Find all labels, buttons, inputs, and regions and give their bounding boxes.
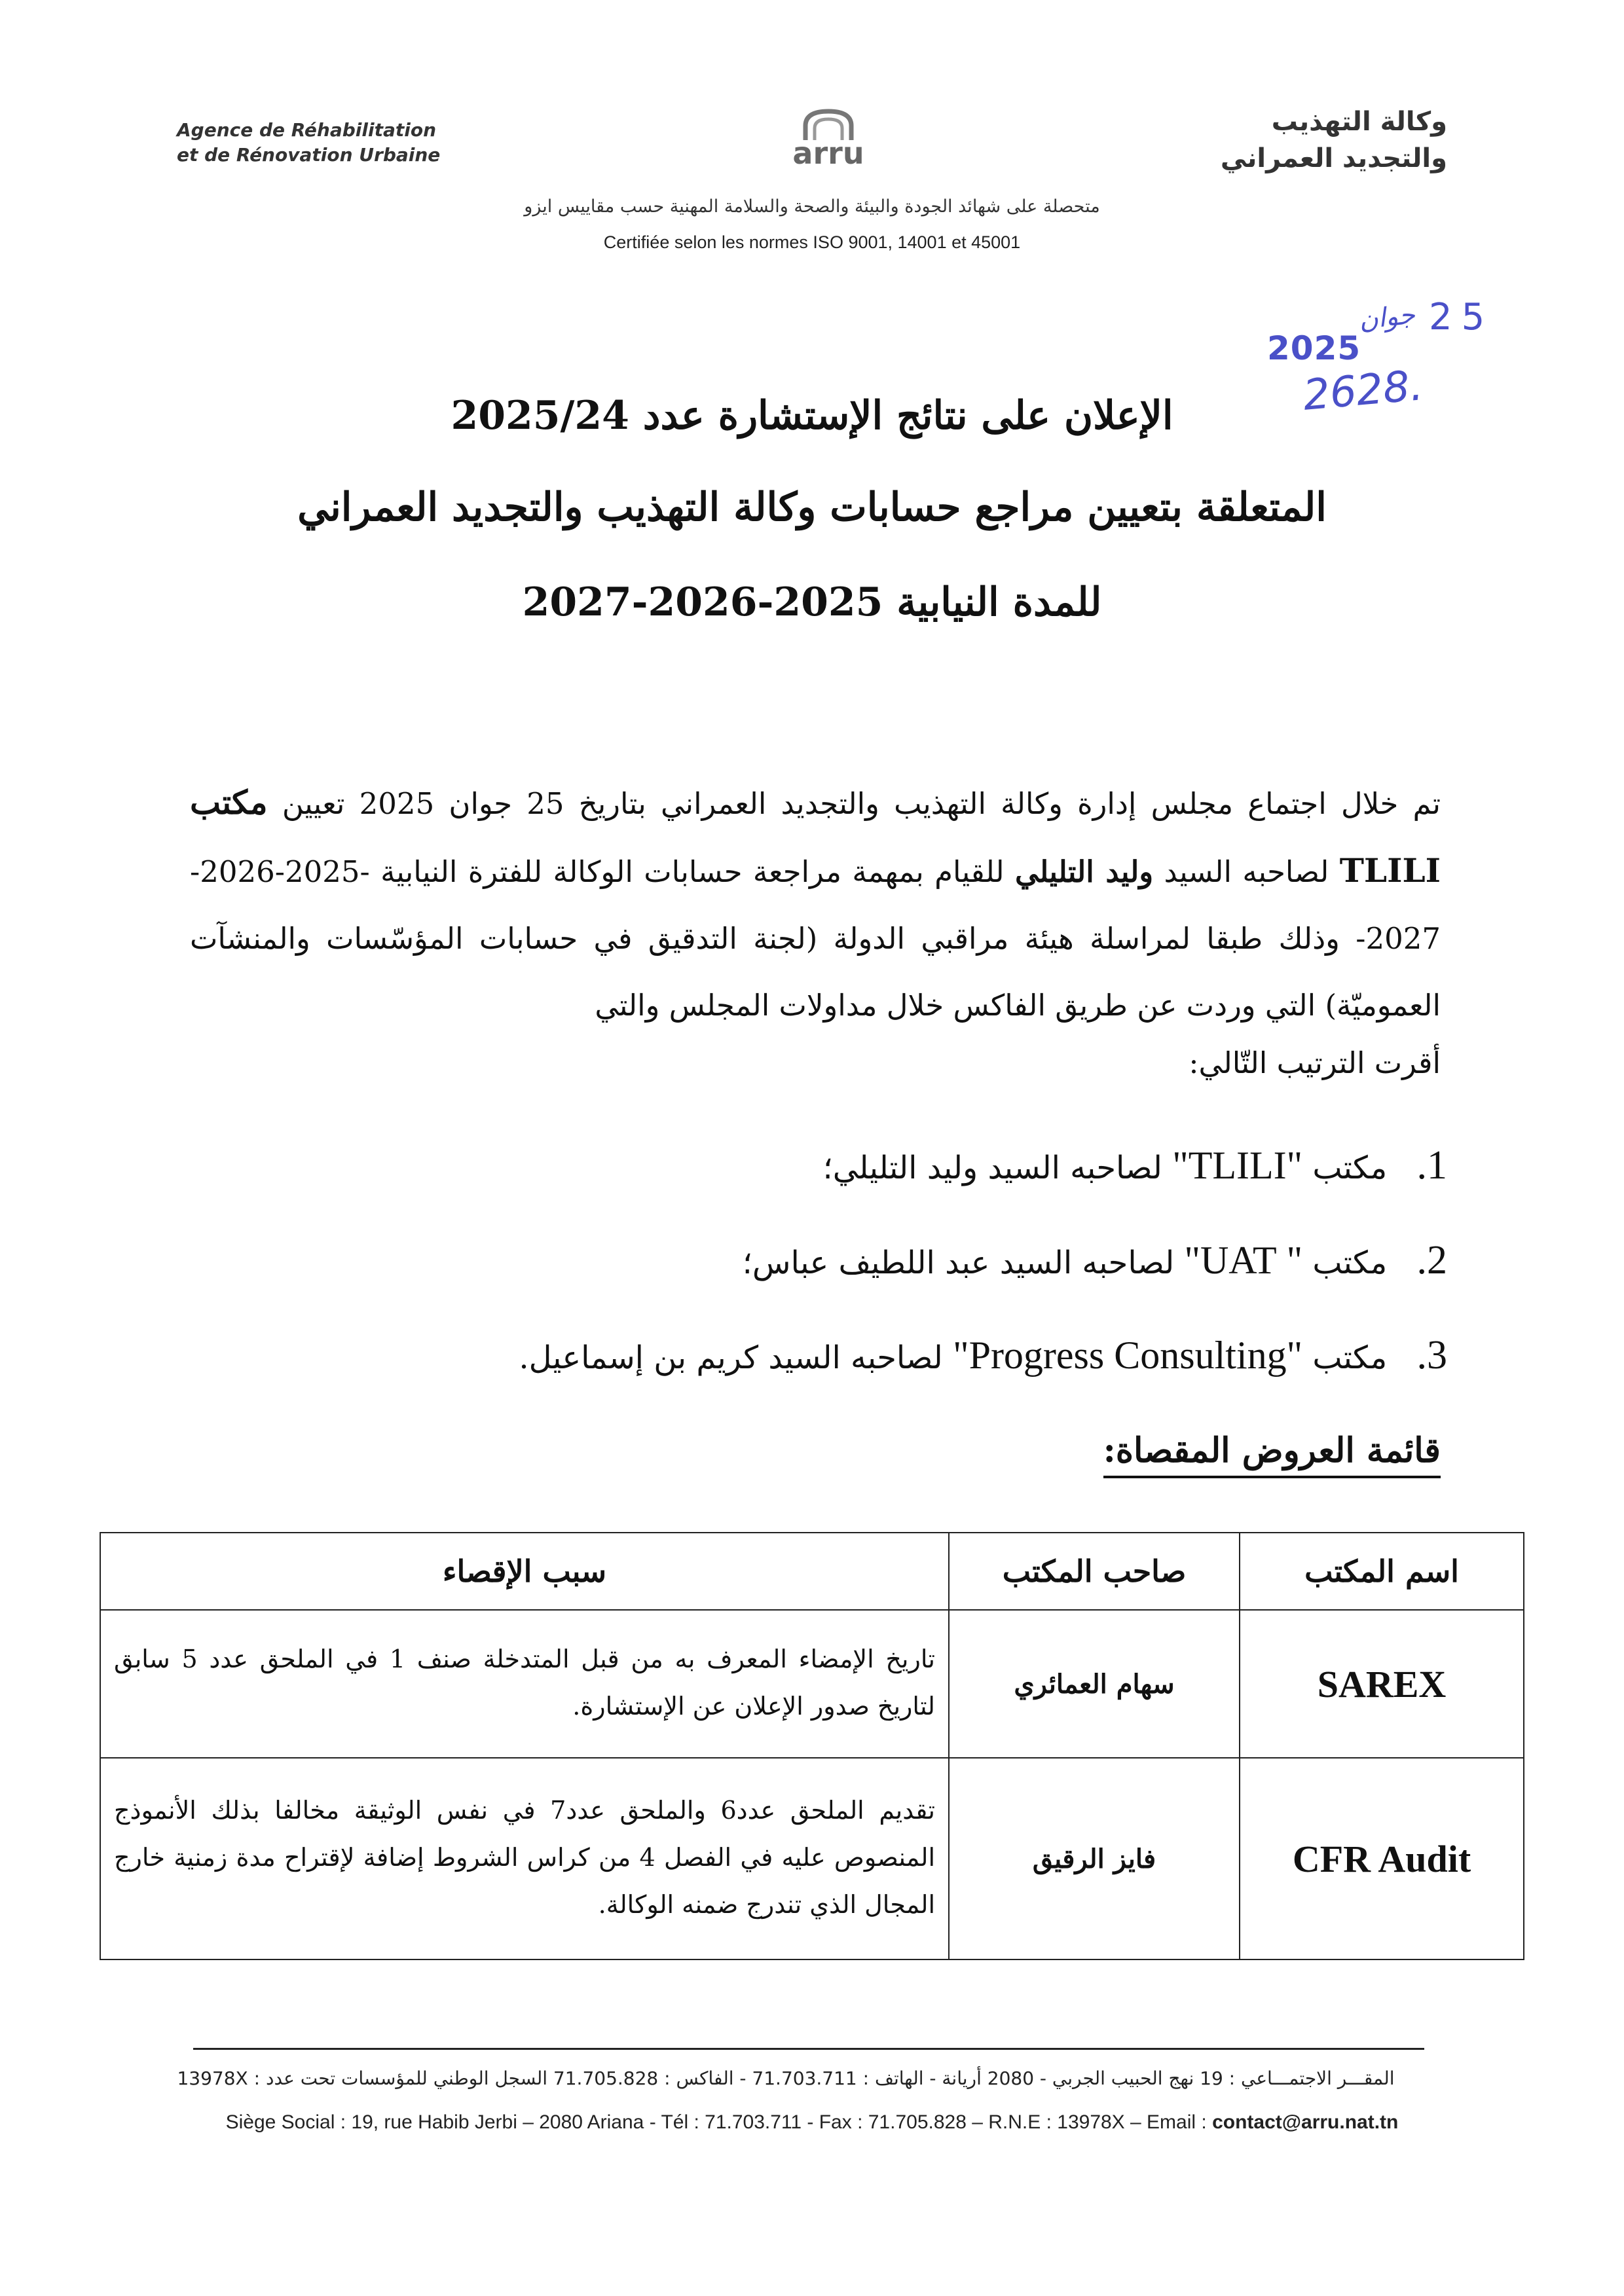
ranking-office: "TLILI" [1172, 1144, 1303, 1187]
footer-address-text: Siège Social : 19, rue Habib Jerbi – 2080 Ariana - Tél : 71.703.711 - Fax : 71.705.828 – R.N.E : 13978X – Email : [225, 2111, 1213, 2133]
cell-office-owner: سهام العمائري [949, 1610, 1240, 1758]
page-subtitle: المتعلقة بتعيين مراجع حسابات وكالة التهذيب والتجديد العمراني [297, 484, 1327, 530]
paragraph-mid: لصاحبه السيد [1164, 854, 1329, 889]
header-office-owner: صاحب المكتب [949, 1533, 1240, 1610]
footer-email-link[interactable]: contact@arru.nat.tn [1212, 2111, 1399, 2133]
ranking-prefix: مكتب [1312, 1245, 1388, 1281]
agency-name-arabic [1080, 103, 1447, 177]
footer-divider [193, 2048, 1424, 2050]
excluded-offers-table [100, 1532, 1524, 1960]
cell-office-owner: فايز الرقيق [949, 1758, 1240, 1959]
table-row [100, 1610, 1524, 1758]
agency-name-french [177, 118, 544, 168]
cell-exclusion-reason: تاريخ الإمضاء المعرف به من قبل المتدخلة صنف 1 في الملحق عدد 5 سابق لتاريخ صدور الإعلان عن الإستشارة. [100, 1610, 949, 1758]
paragraph-rest: للقيام بمهمة مراجعة حسابات الوكالة للفترة النيابية -2025-2026-2027- وذلك طبقا لمراسلة هيئة مراقبي الدولة (لجنة التدقيق في حسابات المؤسّسات والمنشآت العموميّة) التي وردت عن طريق الفاكس خلال مداولات المجلس والتي [190, 854, 1441, 1023]
stamp-month: جوان [1357, 299, 1417, 336]
agency-name-ar-line2: والتجديد العمراني [1220, 143, 1447, 173]
paragraph-end: أقرت الترتيب التّالي: [1189, 1046, 1441, 1080]
header-office-name: اسم المكتب [1240, 1533, 1524, 1610]
table-header-row [100, 1533, 1524, 1610]
page-title: الإعلان على نتائج الإستشارة عدد 2025/24 [451, 393, 1173, 439]
agency-name-fr-line1: Agence de Réhabilitation [177, 119, 437, 141]
certification-french: Certifiée selon les normes ISO 9001, 14001 et 45001 [603, 232, 1021, 252]
ranking-item-2 [164, 1237, 1447, 1284]
selected-office-owner: وليد التليلي [1015, 854, 1154, 889]
stamp-year: 2025 [1267, 329, 1361, 367]
ranking-item-1 [164, 1142, 1447, 1189]
ranking-prefix: مكتب [1312, 1150, 1388, 1186]
table-row [100, 1758, 1524, 1959]
ranking-number: 3. [1416, 1333, 1447, 1377]
agency-name-ar-line1: وكالة التهذيب [1271, 107, 1447, 137]
ranking-item-3 [164, 1332, 1447, 1379]
ranking-office: "Progress Consulting" [953, 1334, 1303, 1377]
paragraph-start: تم خلال اجتماع مجلس إدارة وكالة التهذيب والتجديد العمراني بتاريخ 25 جوان 2025 تعيين [282, 786, 1441, 821]
excluded-offers-heading: قائمة العروض المقصاة: [1103, 1430, 1441, 1478]
ranking-owner: لصاحبه السيد عبد اللطيف عباس؛ [742, 1245, 1175, 1281]
ranking-owner: لصاحبه السيد وليد التليلي؛ [822, 1150, 1162, 1186]
stamp-day: 25 [1429, 296, 1494, 338]
footer-address-french [92, 2111, 1532, 2134]
arru-logo-icon [760, 106, 897, 172]
agency-name-fr-line2: et de Rénovation Urbaine [177, 144, 441, 166]
ranking-number: 1. [1416, 1143, 1447, 1188]
page-subtitle-period: للمدة النيابية 2025-2026-2027 [522, 579, 1102, 625]
stamp-registration-number: 2628. [1301, 361, 1426, 420]
ranking-office: " UAT" [1184, 1239, 1303, 1282]
ranking-owner: لصاحبه السيد كريم بن إسماعيل. [519, 1339, 943, 1376]
arru-logo [760, 106, 897, 172]
ranking-number: 2. [1416, 1238, 1447, 1283]
logo-text: arru [792, 136, 864, 171]
header-exclusion-reason: سبب الإقصاء [100, 1533, 949, 1610]
cell-office-name: CFR Audit [1240, 1758, 1524, 1959]
announcement-paragraph [190, 769, 1441, 1087]
cell-office-name: SAREX [1240, 1610, 1524, 1758]
cell-exclusion-reason: تقديم الملحق عدد6 والملحق عدد7 في نفس الوثيقة مخالفا بذلك الأنموذج المنصوص عليه في الفصل 4 من كراس الشروط إضافة لإقتراح مدة زمنية خارج المجال الذي تندرج ضمنه الوكالة. [100, 1758, 949, 1959]
certification-arabic: متحصلة على شهائد الجودة والبيئة والصحة والسلامة المهنية حسب مقاييس ايزو [524, 196, 1100, 217]
ranking-prefix: مكتب [1312, 1339, 1388, 1376]
selected-office-name: مكتب TLILI [190, 783, 1441, 890]
footer-address-arabic: المقـــر الاجتمـــاعي : 19 نهج الحبيب الجربي - 2080 أريانة - الهاتف : 71.703.711 - الفاكس : 71.705.828 السجل الوطني للمؤسسات تحت عدد : 13978X [177, 2068, 1395, 2089]
